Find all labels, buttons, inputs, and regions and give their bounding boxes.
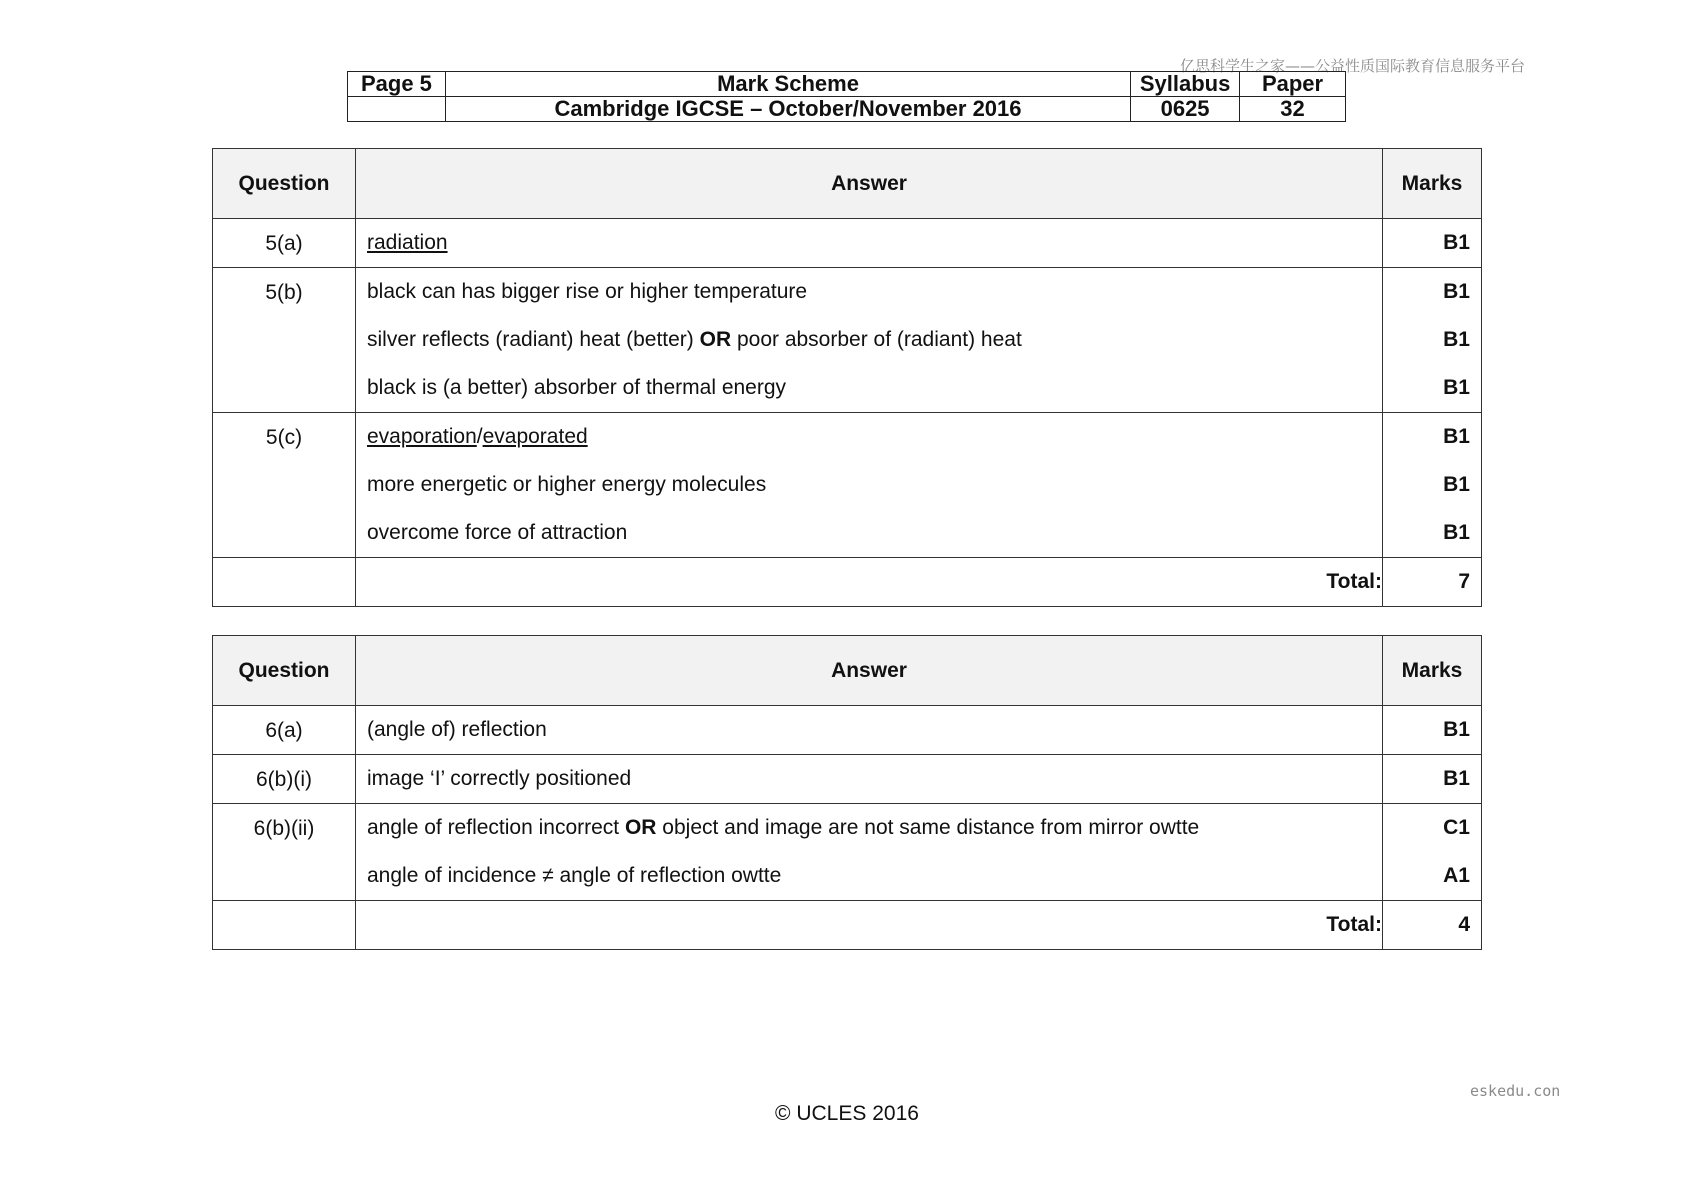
document-title: Mark Scheme (445, 72, 1130, 97)
answer-cell (356, 413, 1383, 558)
column-header-question: Question (213, 149, 356, 219)
answer-cell (356, 804, 1383, 901)
answer-line: angle of incidence ≠ angle of reflection owtte (367, 864, 782, 887)
table-row (213, 268, 1482, 413)
question-number: 5(b) (213, 268, 356, 413)
column-header-answer: Answer (356, 149, 1383, 219)
total-label-cell (356, 901, 1383, 950)
mark-code: C1 (1443, 816, 1470, 839)
mark-scheme-table-q6 (212, 635, 1482, 950)
total-value: 7 (1458, 570, 1470, 593)
page-number-blank (348, 97, 446, 122)
answer-line (367, 804, 1382, 852)
marks-cell (1383, 706, 1482, 755)
marks-cell (1383, 413, 1482, 558)
answer-line: image ‘I’ correctly positioned (367, 767, 632, 790)
answer-line: overcome force of attraction (367, 521, 628, 544)
answer-line (367, 413, 1382, 461)
total-value: 4 (1458, 913, 1470, 936)
marks-cell (1383, 804, 1482, 901)
answer-text: evaporated (482, 425, 588, 448)
table-row (213, 413, 1482, 558)
watermark-bottom-text: eskedu.con (1470, 1082, 1561, 1100)
total-blank (213, 558, 356, 607)
question-number: 5(c) (213, 413, 356, 558)
answer-line: black can has bigger rise or higher temperature (367, 280, 808, 303)
question-number: 6(a) (213, 706, 356, 755)
total-row (213, 558, 1482, 607)
marks-cell (1383, 268, 1482, 413)
mark-code: B1 (1443, 425, 1470, 448)
mark-code: B1 (1443, 280, 1470, 303)
answer-text: / (476, 425, 483, 448)
table-row (213, 219, 1482, 268)
answer-cell (356, 268, 1383, 413)
column-header-marks: Marks (1383, 149, 1482, 219)
total-label: Total: (1326, 570, 1382, 593)
answer-line: radiation (367, 231, 448, 254)
total-label-cell (356, 558, 1383, 607)
answer-line: black is (a better) absorber of thermal energy (367, 376, 787, 399)
column-header-question: Question (213, 636, 356, 706)
question-number: 6(b)(ii) (213, 804, 356, 901)
paper-number: 32 (1240, 97, 1346, 122)
mark-code: B1 (1443, 473, 1470, 496)
mark-code: B1 (1443, 521, 1470, 544)
mark-code: B1 (1443, 767, 1470, 790)
keyword-or: OR (699, 328, 732, 351)
keyword-or: OR (624, 816, 657, 839)
answer-text: silver reflects (radiant) heat (better) (367, 328, 700, 351)
table-row (213, 755, 1482, 804)
syllabus-label: Syllabus (1131, 72, 1240, 97)
answer-line (367, 316, 1382, 364)
answer-line: (angle of) reflection (367, 718, 547, 741)
marks-cell (1383, 755, 1482, 804)
total-value-cell (1383, 558, 1482, 607)
answer-text: object and image are not same distance from mirror owtte (656, 816, 1200, 839)
answer-cell (356, 755, 1383, 804)
total-row (213, 901, 1482, 950)
mark-scheme-table-q5 (212, 148, 1482, 607)
table-row (213, 804, 1482, 901)
mark-code: B1 (1443, 328, 1470, 351)
answer-cell (356, 219, 1383, 268)
answer-line: more energetic or higher energy molecules (367, 473, 767, 496)
column-header-marks: Marks (1383, 636, 1482, 706)
question-number: 6(b)(i) (213, 755, 356, 804)
watermark-top-text: 亿思科学生之家——公益性质国际教育信息服务平台 (1180, 57, 1526, 75)
paper-label: Paper (1240, 72, 1346, 97)
mark-code: A1 (1443, 864, 1470, 887)
answer-text: poor absorber of (radiant) heat (731, 328, 1022, 351)
copyright-footer: © UCLES 2016 (775, 1102, 919, 1125)
answer-text: angle of reflection incorrect (367, 816, 625, 839)
mark-code: B1 (1443, 231, 1470, 254)
exam-session: Cambridge IGCSE – October/November 2016 (445, 97, 1130, 122)
answer-cell (356, 706, 1383, 755)
syllabus-code: 0625 (1131, 97, 1240, 122)
mark-code: B1 (1443, 376, 1470, 399)
page-header-box (347, 71, 1346, 122)
marks-cell (1383, 219, 1482, 268)
total-label: Total: (1326, 913, 1382, 936)
total-value-cell (1383, 901, 1482, 950)
mark-code: B1 (1443, 718, 1470, 741)
page-number: Page 5 (348, 72, 446, 97)
table-row (213, 706, 1482, 755)
column-header-answer: Answer (356, 636, 1383, 706)
question-number: 5(a) (213, 219, 356, 268)
answer-text: evaporation (367, 425, 477, 448)
total-blank (213, 901, 356, 950)
